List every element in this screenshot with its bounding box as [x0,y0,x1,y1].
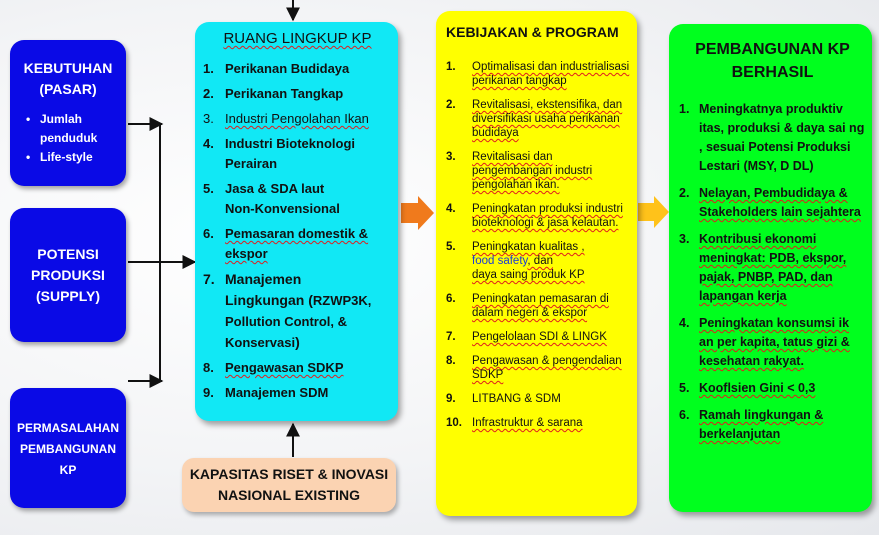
list-item: 4. Peningkatan produksi industri bioteknologi & jasa kelautan. [446,203,623,229]
ruang-lingkup-list [203,59,392,403]
list-item: 8. Pengawasan & pengendalian SDKP [446,355,622,381]
list-item: 6. Pemasaran domestik & ekspor [203,226,369,261]
pembangunan-list [679,100,866,444]
kebutuhan-bullets [10,110,126,167]
potensi-line1: POTENSI [37,246,99,262]
list-item: 3. Industri Pengolahan Ikan [203,111,369,126]
permasalahan-box [10,388,126,508]
permasalahan-line1: PERMASALAHAN [17,421,119,435]
permasalahan-line3: KP [59,463,77,477]
list-item: • Life-style [40,148,126,167]
orange-arrow [401,196,434,230]
list-item: 6. Peningkatan pemasaran di dalam negeri & ekspor [446,293,609,319]
list-item: 5. Jasa & SDA laut Non-Konvensional [203,181,340,216]
list-item: 9. LITBANG & SDM [446,393,561,405]
list-item: 4. Peningkatan konsumsi ik an per kapita, tatus gizi & kesehatan rakyat. [679,316,850,368]
list-item: 6. Ramah lingkungan & berkelanjutan [679,408,824,441]
pembangunan-title-line1: PEMBANGUNAN KP [695,41,850,58]
kebijakan-panel [436,11,637,516]
list-item: 10. Infrastruktur & sarana [446,417,583,429]
permasalahan-line2: PEMBANGUNAN [20,442,116,456]
list-item: 9. Manajemen SDM [203,385,329,400]
pembangunan-title [679,38,866,84]
list-item: 1. Meningkatnya produktiv itas, produksi & daya sai ng , sesuai Potensi Produksi Lestari (MSY, D DL) [679,102,865,173]
list-item: 2. Revitalisasi, ekstensifika, dan diversifikasi usaha perikanan budidaya [446,99,623,139]
kapasitas-line1: KAPASITAS RISET & INOVASI [189,466,389,482]
pembangunan-title-line2: BERHASIL [731,64,814,81]
kebijakan-list [446,60,631,430]
kapasitas-box [182,458,396,512]
kebutuhan-title: KEBUTUHAN [23,60,113,76]
potensi-box [10,208,126,342]
list-item: 7. Manajemen Lingkungan (RZWP3K, Pollution Control, & Konservasi) [203,271,372,350]
yellow-arrow [638,196,669,228]
kapasitas-line2: NASIONAL EXISTING [217,487,361,503]
list-item: 2. Perikanan Tangkap [203,86,344,101]
list-item: 5. Peningkatan kualitas , food safety, dan daya saing produk KP [446,241,585,281]
ruang-lingkup-panel [195,22,398,421]
list-item: 4. Industri Bioteknologi Perairan [203,136,355,171]
list-item: 7. Pengelolaan SDI & LINGK [446,331,607,343]
potensi-line2: PRODUKSI [31,267,105,283]
list-item: 1. Optimalisasi dan industrialisasi perikanan tangkap [446,61,630,87]
list-item: 3. Kontribusi ekonomi meningkat: PDB, ekspor, pajak, PNBP, PAD, dan lapangan kerja [679,232,847,303]
list-item: 5. Kooflsien Gini < 0,3 [679,381,816,395]
ruang-lingkup-title: RUANG LINGKUP KP [223,30,372,47]
kebutuhan-subtitle: (PASAR) [39,81,97,97]
kebutuhan-box [10,40,126,186]
pembangunan-panel [669,24,872,512]
kebijakan-title: KEBIJAKAN & PROGRAM [446,24,619,40]
potensi-line3: (SUPPLY) [35,288,101,304]
list-item: 1. Perikanan Budidaya [203,61,350,76]
list-item: • Jumlah penduduk [40,110,120,148]
list-item: 3. Revitalisasi dan pengembangan industri pengolahan ikan. [446,151,593,191]
list-item: 8. Pengawasan SDKP [203,360,344,375]
list-item: 2. Nelayan, Pembudidaya & Stakeholders lain sejahtera [679,186,861,219]
